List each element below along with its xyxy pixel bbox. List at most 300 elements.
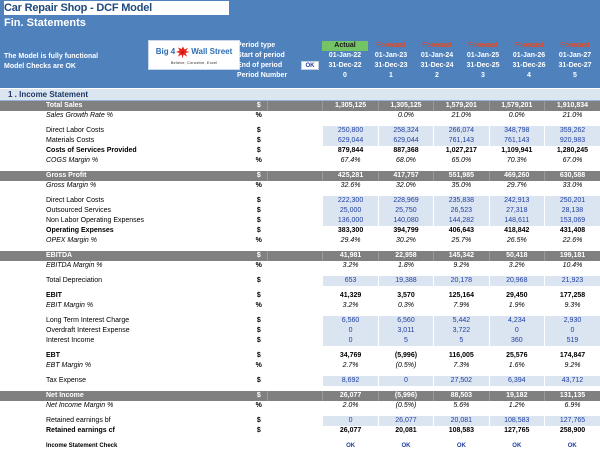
end-of-period-cell-5: 31-Dec-27	[558, 62, 592, 69]
cell-sales-growth-rate-p1	[323, 111, 378, 121]
cell-total-sales-p5: 1,910,834	[544, 101, 600, 111]
logo-tagline: Believe, Conceive, Excel	[170, 59, 218, 65]
row-unit: $	[256, 327, 261, 334]
row-label: EBT	[46, 352, 60, 359]
cell-retained-earnings-cf-p0	[267, 426, 322, 436]
start-of-period-row	[322, 51, 598, 61]
end-of-period-cell-3: 31-Dec-25	[466, 62, 500, 69]
row-unit: $	[256, 377, 261, 384]
cell-interest-income-p4[interactable]: 360	[489, 336, 544, 346]
cell-ebitda-p5: 199,181	[544, 251, 600, 261]
row-label: Tax Expense	[46, 377, 87, 384]
row-label: OPEX Margin %	[46, 237, 97, 244]
period-type-row	[322, 41, 598, 51]
header-band	[0, 0, 600, 88]
cell-ebit-p5: 177,258	[544, 291, 600, 301]
cell-gross-profit-p5: 630,588	[544, 171, 600, 181]
cell-overdraft-interest-expense-p3[interactable]: 3,722	[434, 326, 489, 336]
check-cell-p1: OK	[346, 443, 356, 449]
cell-costs-of-services-provided-p3: 1,027,217	[434, 146, 489, 156]
start-of-period-cell-0: 01-Jan-22	[328, 52, 362, 59]
table-row-costs-of-services-provided	[0, 146, 600, 156]
cell-ebt-p5: 174,847	[544, 351, 600, 361]
cell-ebit-p0	[267, 291, 322, 301]
row-unit: $	[256, 352, 261, 359]
cell-ebit-margin-p2: 0.3%	[378, 301, 433, 311]
income-statement-table	[0, 101, 600, 451]
cell-ebitda-p2: 22,958	[378, 251, 433, 261]
cell-outsourced-services-p4[interactable]: 27,318	[489, 206, 544, 216]
cell-interest-income-p3[interactable]: 5	[434, 336, 489, 346]
logo-text-left: Big 4	[155, 47, 176, 56]
start-of-period-cell-2: 01-Jan-24	[420, 52, 454, 59]
cell-gross-margin-p4: 29.7%	[489, 181, 544, 191]
cell-gross-margin-p1: 32.6%	[323, 181, 378, 191]
cell-outsourced-services-p1[interactable]: 25,000	[323, 206, 378, 216]
cell-gross-profit-p4: 469,260	[489, 171, 544, 181]
cell-total-depreciation-p3[interactable]: 20,178	[434, 276, 489, 286]
cell-net-income-margin-p4: 1.2%	[489, 401, 544, 411]
cell-materials-costs-p1[interactable]: 629,044	[323, 136, 378, 146]
table-row-non-labor-operating-expenses	[0, 216, 600, 226]
cell-retained-earnings-cf-p2: 20,081	[378, 426, 433, 436]
cell-ebit-margin-p5: 9.3%	[544, 301, 600, 311]
cell-non-labor-operating-expenses-p3[interactable]: 144,282	[434, 216, 489, 226]
cell-net-income-margin-p1: 2.0%	[323, 401, 378, 411]
row-unit: $	[251, 391, 268, 401]
end-of-period-row	[322, 61, 598, 71]
row-unit: $	[256, 227, 261, 234]
row-unit: $	[256, 292, 261, 299]
cell-non-labor-operating-expenses-p0	[267, 216, 322, 226]
cell-net-income-p5: 131,135	[544, 391, 600, 401]
cell-ebitda-margin-p5: 10.4%	[544, 261, 600, 271]
row-label: Retained earnings bf	[46, 417, 111, 424]
cell-retained-earnings-bf-p5[interactable]: 127,765	[544, 416, 600, 426]
cell-net-income-p3: 88,503	[434, 391, 489, 401]
cell-ebt-margin-p1: 2.7%	[323, 361, 378, 371]
cell-total-sales-p2: 1,305,125	[378, 101, 433, 111]
check-row-unit	[251, 441, 268, 451]
table-row-gross-profit	[0, 171, 600, 181]
cell-ebitda-p1: 41,981	[323, 251, 378, 261]
row-unit: $	[256, 147, 261, 154]
cell-direct-labor-costs-p0	[267, 196, 322, 206]
end-of-period-cell-2: 31-Dec-24	[420, 62, 454, 69]
row-label: Gross Profit	[0, 171, 251, 181]
cell-long-term-interest-charge-p0	[267, 316, 322, 326]
period-type-cell-5: Forecast	[560, 42, 590, 49]
cell-gross-profit-p1: 425,281	[323, 171, 378, 181]
cell-total-depreciation-p2[interactable]: 19,388	[378, 276, 433, 286]
period-number-cell-1: 1	[389, 72, 393, 79]
cell-retained-earnings-bf-p1[interactable]: 0	[323, 416, 378, 426]
check-row-label: Income Statement Check	[46, 443, 118, 449]
label-period-number: Period Number	[237, 72, 288, 79]
table-row-tax-expense	[0, 376, 600, 386]
cell-opex-margin-p0	[267, 236, 322, 246]
table-row-total-depreciation	[0, 276, 600, 286]
period-header-grid	[322, 41, 598, 81]
cell-cogs-margin-p2: 68.0%	[378, 156, 433, 166]
end-of-period-cell-1: 31-Dec-23	[374, 62, 408, 69]
start-of-period-cell-4: 01-Jan-26	[512, 52, 546, 59]
cell-opex-margin-p5: 22.6%	[544, 236, 600, 246]
cell-total-sales-p1: 1,305,125	[323, 101, 378, 111]
table-row-ebt-margin	[0, 361, 600, 371]
cell-direct-labor-costs-p2[interactable]: 258,324	[378, 126, 433, 136]
cell-tax-expense-p5[interactable]: 43,712	[544, 376, 600, 386]
row-unit: $	[256, 277, 261, 284]
row-label: Operating Expenses	[46, 227, 114, 234]
table-row-interest-income	[0, 336, 600, 346]
period-type-cell-4: Forecast	[514, 42, 544, 49]
table-row-net-income-margin	[0, 401, 600, 411]
cell-tax-expense-p1[interactable]: 8,692	[323, 376, 378, 386]
section-title-text: 1 . Income Statement	[8, 90, 89, 99]
table-row-overdraft-interest-expense	[0, 326, 600, 336]
cell-long-term-interest-charge-p3[interactable]: 5,442	[434, 316, 489, 326]
cell-sales-growth-rate-p0	[267, 111, 322, 121]
row-label: Overdraft Interest Expense	[46, 327, 130, 334]
row-unit: %	[255, 157, 262, 164]
cell-gross-profit-p3: 551,985	[434, 171, 489, 181]
row-unit: %	[255, 237, 262, 244]
cell-ebitda-p0	[267, 251, 322, 261]
label-period-type: Period type	[237, 42, 276, 49]
cell-materials-costs-p3[interactable]: 761,143	[434, 136, 489, 146]
table-row-gross-margin	[0, 181, 600, 191]
page-title: Car Repair Shop - DCF Model	[4, 1, 229, 15]
cell-gross-profit-p0	[267, 171, 322, 181]
check-cell-p4: OK	[512, 443, 522, 449]
cell-total-sales-p3: 1,579,201	[434, 101, 489, 111]
cell-non-labor-operating-expenses-p5[interactable]: 153,069	[544, 216, 600, 226]
row-label: Retained earnings cf	[46, 427, 115, 434]
table-row-sales-growth-rate	[0, 111, 600, 121]
row-label: Materials Costs	[46, 137, 95, 144]
cell-gross-margin-p2: 32.0%	[378, 181, 433, 191]
period-number-row	[322, 71, 598, 81]
cell-ebitda-margin-p1: 3.2%	[323, 261, 378, 271]
cell-operating-expenses-p0	[267, 226, 322, 236]
cell-materials-costs-p2[interactable]: 629,044	[378, 136, 433, 146]
cell-interest-income-p2[interactable]: 5	[378, 336, 433, 346]
cell-total-depreciation-p1[interactable]: 653	[323, 276, 378, 286]
check-cell-p5: OK	[567, 443, 577, 449]
start-of-period-cell-5: 01-Jan-27	[558, 52, 592, 59]
row-unit: $	[256, 137, 261, 144]
cell-ebt-margin-p5: 9.2%	[544, 361, 600, 371]
period-type-cell-2: Forecast	[422, 42, 452, 49]
row-unit: $	[251, 251, 268, 261]
table-row-opex-margin	[0, 236, 600, 246]
table-row-ebitda-margin	[0, 261, 600, 271]
table-row-long-term-interest-charge	[0, 316, 600, 326]
row-label: Sales Growth Rate %	[46, 112, 113, 119]
cell-materials-costs-p5[interactable]: 920,983	[544, 136, 600, 146]
cell-ebt-p4: 25,576	[489, 351, 544, 361]
row-label: Net Income Margin %	[46, 402, 114, 409]
row-unit: $	[256, 197, 261, 204]
cell-ebitda-p3: 145,342	[434, 251, 489, 261]
cell-total-depreciation-p5[interactable]: 21,923	[544, 276, 600, 286]
row-unit: %	[255, 402, 262, 409]
logo-text-right: Wall Street	[191, 47, 233, 56]
cell-long-term-interest-charge-p1[interactable]: 6,560	[323, 316, 378, 326]
table-row-direct-labor-costs	[0, 126, 600, 136]
cell-ebit-margin-p4: 1.9%	[489, 301, 544, 311]
cell-direct-labor-costs-p5[interactable]: 250,201	[544, 196, 600, 206]
cell-ebt-p2: (5,996)	[378, 351, 433, 361]
cell-interest-income-p5[interactable]: 519	[544, 336, 600, 346]
cell-ebit-margin-p3: 7.9%	[434, 301, 489, 311]
cell-ebitda-margin-p2: 1.8%	[378, 261, 433, 271]
cell-tax-expense-p0	[267, 376, 322, 386]
cell-ebt-margin-p2: (0.5%)	[378, 361, 433, 371]
period-type-cell-0: Actual	[322, 41, 368, 51]
cell-tax-expense-p4[interactable]: 6,394	[489, 376, 544, 386]
cell-overdraft-interest-expense-p4[interactable]: 0	[489, 326, 544, 336]
row-unit: $	[256, 217, 261, 224]
row-unit: %	[255, 262, 262, 269]
row-label: Non Labor Operating Expenses	[46, 217, 145, 224]
row-unit: %	[255, 302, 262, 309]
row-label: Interest Income	[46, 337, 95, 344]
row-unit: $	[251, 101, 268, 111]
row-label: EBITDA Margin %	[46, 262, 103, 269]
cell-direct-labor-costs-p1[interactable]: 222,300	[323, 196, 378, 206]
row-label: Outsourced Services	[46, 207, 111, 214]
period-type-cell-1: Forecast	[376, 42, 406, 49]
cell-ebt-p1: 34,769	[323, 351, 378, 361]
table-row-cogs-margin	[0, 156, 600, 166]
start-of-period-cell-3: 01-Jan-25	[466, 52, 500, 59]
cell-ebit-p2: 3,570	[378, 291, 433, 301]
model-note-line-1: The Model is fully functional	[4, 53, 99, 60]
income-statement-body	[0, 101, 600, 451]
period-type-cell-3: Forecast	[468, 42, 498, 49]
cell-ebt-p3: 116,005	[434, 351, 489, 361]
row-unit: $	[256, 427, 261, 434]
cell-direct-labor-costs-p5[interactable]: 359,262	[544, 126, 600, 136]
cell-retained-earnings-bf-p3[interactable]: 20,081	[434, 416, 489, 426]
cell-materials-costs-p4[interactable]: 761,143	[489, 136, 544, 146]
row-label: Total Sales	[0, 101, 251, 111]
table-row-materials-costs	[0, 136, 600, 146]
period-label-column	[237, 41, 299, 81]
page-subtitle: Fin. Statements	[4, 17, 86, 29]
row-label: EBT Margin %	[46, 362, 92, 369]
cell-direct-labor-costs-p1[interactable]: 250,800	[323, 126, 378, 136]
row-label: EBIT Margin %	[46, 302, 94, 309]
cell-outsourced-services-p0	[267, 206, 322, 216]
row-label: Net Income	[0, 391, 251, 401]
cell-ebt-margin-p0	[267, 361, 322, 371]
cell-costs-of-services-provided-p0	[267, 146, 322, 156]
cell-net-income-p1: 26,077	[323, 391, 378, 401]
cell-overdraft-interest-expense-p2[interactable]: 3,011	[378, 326, 433, 336]
cell-materials-costs-p0	[267, 136, 322, 146]
cell-gross-margin-p3: 35.0%	[434, 181, 489, 191]
row-label: Direct Labor Costs	[46, 127, 104, 134]
table-row-retained-earnings-bf	[0, 416, 600, 426]
cell-ebt-margin-p3: 7.3%	[434, 361, 489, 371]
cell-sales-growth-rate-p2: 0.0%	[378, 111, 433, 121]
cell-total-depreciation-p0	[267, 276, 322, 286]
cell-direct-labor-costs-p2[interactable]: 228,969	[378, 196, 433, 206]
end-of-period-cell-4: 31-Dec-26	[512, 62, 546, 69]
cell-ebitda-margin-p3: 9.2%	[434, 261, 489, 271]
row-unit: $	[256, 317, 261, 324]
table-row-ebit	[0, 291, 600, 301]
table-row-retained-earnings-cf	[0, 426, 600, 436]
cell-interest-income-p1[interactable]: 0	[323, 336, 378, 346]
row-label: Costs of Services Provided	[46, 147, 137, 154]
cell-operating-expenses-p5: 431,408	[544, 226, 600, 236]
eagle-icon	[176, 46, 190, 59]
cell-cogs-margin-p0	[267, 156, 322, 166]
cell-retained-earnings-bf-p0	[267, 416, 322, 426]
cell-operating-expenses-p1: 383,300	[323, 226, 378, 236]
cell-cogs-margin-p4: 70.3%	[489, 156, 544, 166]
cell-outsourced-services-p3[interactable]: 26,523	[434, 206, 489, 216]
cell-net-income-margin-p0	[267, 401, 322, 411]
check-cell-p3: OK	[456, 443, 466, 449]
cell-cogs-margin-p3: 65.0%	[434, 156, 489, 166]
section-header-income-statement	[0, 89, 600, 100]
cell-long-term-interest-charge-p5[interactable]: 2,930	[544, 316, 600, 326]
cell-net-income-p0	[267, 391, 322, 401]
cell-outsourced-services-p2[interactable]: 25,750	[378, 206, 433, 216]
cell-retained-earnings-cf-p5: 258,900	[544, 426, 600, 436]
model-note-line-2: Model Checks are OK	[4, 63, 76, 70]
cell-retained-earnings-cf-p4: 127,765	[489, 426, 544, 436]
cell-gross-margin-p0	[267, 181, 322, 191]
table-row-ebt	[0, 351, 600, 361]
cell-costs-of-services-provided-p1: 879,844	[323, 146, 378, 156]
cell-net-income-p4: 19,182	[489, 391, 544, 401]
cell-outsourced-services-p5[interactable]: 28,138	[544, 206, 600, 216]
cell-net-income-p2: (5,996)	[378, 391, 433, 401]
period-number-cell-0: 0	[343, 72, 347, 79]
cell-direct-labor-costs-p0	[267, 126, 322, 136]
cell-ebt-margin-p4: 1.6%	[489, 361, 544, 371]
table-row-income-statement-check	[0, 441, 600, 451]
cell-net-income-margin-p3: 5.6%	[434, 401, 489, 411]
row-unit: $	[256, 337, 261, 344]
table-row-outsourced-services	[0, 206, 600, 216]
cell-total-sales-p4: 1,579,201	[489, 101, 544, 111]
cell-retained-earnings-cf-p1: 26,077	[323, 426, 378, 436]
row-unit: $	[251, 171, 268, 181]
period-number-cell-3: 3	[481, 72, 485, 79]
cell-ebit-p1: 41,329	[323, 291, 378, 301]
period-ok-badge: OK	[301, 61, 319, 70]
cell-long-term-interest-charge-p2[interactable]: 6,560	[378, 316, 433, 326]
cell-total-depreciation-p4[interactable]: 20,968	[489, 276, 544, 286]
cell-opex-margin-p2: 30.2%	[378, 236, 433, 246]
cell-operating-expenses-p4: 418,842	[489, 226, 544, 236]
cell-retained-earnings-bf-p2[interactable]: 26,077	[378, 416, 433, 426]
row-label: EBITDA	[0, 251, 251, 261]
cell-costs-of-services-provided-p5: 1,280,245	[544, 146, 600, 156]
cell-retained-earnings-bf-p4[interactable]: 108,583	[489, 416, 544, 426]
cell-ebitda-margin-p0	[267, 261, 322, 271]
cell-net-income-margin-p5: 6.9%	[544, 401, 600, 411]
cell-interest-income-p0	[267, 336, 322, 346]
cell-tax-expense-p3[interactable]: 27,502	[434, 376, 489, 386]
cell-long-term-interest-charge-p4[interactable]: 4,234	[489, 316, 544, 326]
cell-gross-margin-p5: 33.0%	[544, 181, 600, 191]
cell-net-income-margin-p2: (0.5%)	[378, 401, 433, 411]
cell-retained-earnings-cf-p3: 108,583	[434, 426, 489, 436]
brand-logo	[148, 40, 240, 70]
cell-operating-expenses-p3: 406,643	[434, 226, 489, 236]
logo-wordmark	[156, 46, 233, 59]
row-label: Direct Labor Costs	[46, 197, 104, 204]
cell-opex-margin-p4: 26.5%	[489, 236, 544, 246]
cell-total-sales-p0	[267, 101, 322, 111]
cell-ebit-margin-p1: 3.2%	[323, 301, 378, 311]
check-cell-p0	[267, 441, 322, 451]
cell-direct-labor-costs-p3[interactable]: 235,838	[434, 196, 489, 206]
row-unit: %	[255, 362, 262, 369]
row-label: Long Term Interest Charge	[46, 317, 130, 324]
cell-opex-margin-p3: 25.7%	[434, 236, 489, 246]
table-row-ebit-margin	[0, 301, 600, 311]
row-unit: %	[255, 112, 262, 119]
cell-overdraft-interest-expense-p0	[267, 326, 322, 336]
cell-non-labor-operating-expenses-p1[interactable]: 136,000	[323, 216, 378, 226]
row-unit: %	[255, 182, 262, 189]
period-number-cell-5: 5	[573, 72, 577, 79]
cell-sales-growth-rate-p5: 21.0%	[544, 111, 600, 121]
cell-cogs-margin-p1: 67.4%	[323, 156, 378, 166]
start-of-period-cell-1: 01-Jan-23	[374, 52, 408, 59]
cell-tax-expense-p2[interactable]: 0	[378, 376, 433, 386]
table-row-direct-labor-costs	[0, 196, 600, 206]
cell-ebt-p0	[267, 351, 322, 361]
cell-direct-labor-costs-p3[interactable]: 266,074	[434, 126, 489, 136]
label-end-of-period: End of period	[237, 62, 283, 69]
period-number-cell-2: 2	[435, 72, 439, 79]
cell-cogs-margin-p5: 67.0%	[544, 156, 600, 166]
cell-overdraft-interest-expense-p5[interactable]: 0	[544, 326, 600, 336]
table-row-ebitda	[0, 251, 600, 261]
cell-opex-margin-p1: 29.4%	[323, 236, 378, 246]
cell-direct-labor-costs-p4[interactable]: 348,798	[489, 126, 544, 136]
end-of-period-cell-0: 31-Dec-22	[328, 62, 362, 69]
cell-ebit-p4: 29,450	[489, 291, 544, 301]
check-cell-p2: OK	[401, 443, 411, 449]
cell-costs-of-services-provided-p4: 1,109,941	[489, 146, 544, 156]
row-unit: $	[256, 127, 261, 134]
cell-gross-profit-p2: 417,757	[378, 171, 433, 181]
row-unit: $	[256, 207, 261, 214]
row-unit: $	[256, 417, 261, 424]
cell-overdraft-interest-expense-p1[interactable]: 0	[323, 326, 378, 336]
cell-non-labor-operating-expenses-p2[interactable]: 140,080	[378, 216, 433, 226]
cell-sales-growth-rate-p3: 21.0%	[434, 111, 489, 121]
label-start-of-period: Start of period	[237, 52, 285, 59]
cell-direct-labor-costs-p4[interactable]: 242,913	[489, 196, 544, 206]
table-row-total-sales	[0, 101, 600, 111]
row-label: EBIT	[46, 292, 62, 299]
cell-ebitda-margin-p4: 3.2%	[489, 261, 544, 271]
row-label: Gross Margin %	[46, 182, 97, 189]
cell-non-labor-operating-expenses-p4[interactable]: 148,611	[489, 216, 544, 226]
